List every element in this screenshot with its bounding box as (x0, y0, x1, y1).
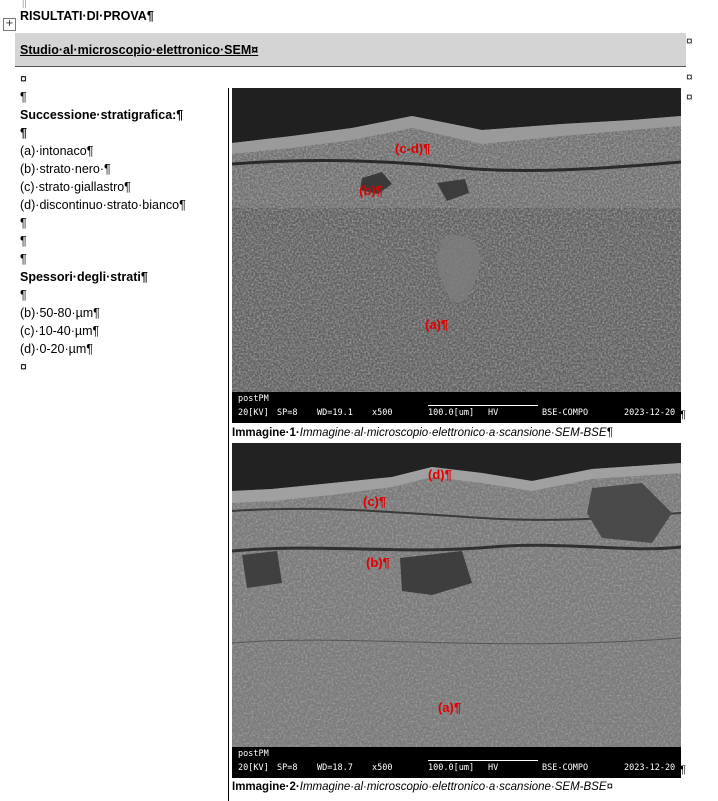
sem-date: 2023-12-20 (624, 408, 676, 418)
caption-prefix: Immagine·1· (232, 427, 300, 439)
text-line: Successione·stratigrafica:¶ (20, 108, 184, 122)
sem-info-bar (232, 747, 681, 778)
sem-image-2-texture (232, 443, 681, 778)
sem-mode: BSE-COMPO (542, 763, 589, 773)
sem-image-2[interactable] (232, 443, 681, 778)
section-title: Studio·al·microscopio·elettronico·SEM (20, 43, 252, 57)
sem-date: 2023-12-20 (624, 763, 676, 773)
text-line: (c)·10-40·µm¶ (20, 324, 100, 338)
row-end-mark-1: ¤ (686, 34, 693, 48)
row-end-mark-2: ¤ (686, 70, 693, 84)
layer-label-c-d: (c-d)¶ (395, 141, 431, 156)
top-mark: || (22, 0, 27, 8)
text-line: ¶ (20, 288, 27, 302)
text-line: ¶ (20, 126, 27, 140)
caption-text: Immagine·al·microscopio·elettronico·a·scansione·SEM-BSE¤ (299, 781, 613, 793)
sem-scale: 100.0[um] (428, 408, 475, 418)
sem-sp: SP=8 (277, 408, 298, 418)
row-end-mark-3: ¤ (686, 90, 693, 104)
page-heading: RISULTATI·DI·PROVA¶ (20, 9, 154, 23)
sem-wd: WD=19.1 (317, 408, 353, 418)
sem-mag: x500 (372, 763, 393, 773)
layer-label-a: (a)¶ (425, 317, 449, 332)
image-1-caption (232, 427, 613, 439)
text-line: (d)·0-20·µm¶ (20, 342, 93, 356)
table-move-handle-icon[interactable]: + (3, 18, 16, 31)
column-divider (228, 88, 229, 801)
section-band (15, 33, 686, 67)
layer-label-b: (b)¶ (359, 183, 383, 198)
text-line: (a)·intonaco¶ (20, 144, 94, 158)
layer-label-c: (c)¶ (363, 494, 387, 509)
text-line: (b)·50-80·µm¶ (20, 306, 100, 320)
layer-label-a: (a)¶ (438, 700, 462, 715)
sem-mode: BSE-COMPO (542, 408, 589, 418)
image-2-caption (232, 781, 613, 793)
sem-image-1-texture (232, 88, 681, 423)
image-2-pilcrow: ¶ (680, 764, 686, 776)
sem-hv: HV (488, 408, 499, 418)
sem-hv: HV (488, 763, 499, 773)
sem-info-bar (232, 392, 681, 423)
sem-kv: 20[KV] (238, 408, 269, 418)
sem-session: postPM (238, 749, 269, 759)
section-title-cell-end: ¤ (251, 43, 259, 57)
text-line: (b)·strato·nero·¶ (20, 162, 111, 176)
text-line: ¤ (20, 72, 27, 86)
scale-bar (428, 760, 538, 761)
layer-label-b: (b)¶ (366, 555, 390, 570)
sem-sp: SP=8 (277, 763, 298, 773)
text-line: ¶ (20, 216, 27, 230)
text-line: ¶ (20, 252, 27, 266)
text-line: (c)·strato·giallastro¶ (20, 180, 131, 194)
sem-mag: x500 (372, 408, 393, 418)
sem-image-1[interactable] (232, 88, 681, 423)
caption-prefix: Immagine·2· (232, 781, 300, 793)
text-line: ¤ (20, 360, 27, 374)
text-line: (d)·discontinuo·strato·bianco¶ (20, 198, 186, 212)
left-text-column (20, 70, 225, 376)
caption-text: Immagine·al·microscopio·elettronico·a·scansione·SEM-BSE¶ (299, 427, 613, 439)
sem-session: postPM (238, 394, 269, 404)
sem-wd: WD=18.7 (317, 763, 353, 773)
scale-bar (428, 405, 538, 406)
layer-label-d: (d)¶ (428, 467, 452, 482)
text-line: ¶ (20, 234, 27, 248)
sem-kv: 20[KV] (238, 763, 269, 773)
text-line: Spessori·degli·strati¶ (20, 270, 148, 284)
image-1-pilcrow: ¶ (680, 409, 686, 421)
sem-scale: 100.0[um] (428, 763, 475, 773)
text-line: ¶ (20, 90, 27, 104)
